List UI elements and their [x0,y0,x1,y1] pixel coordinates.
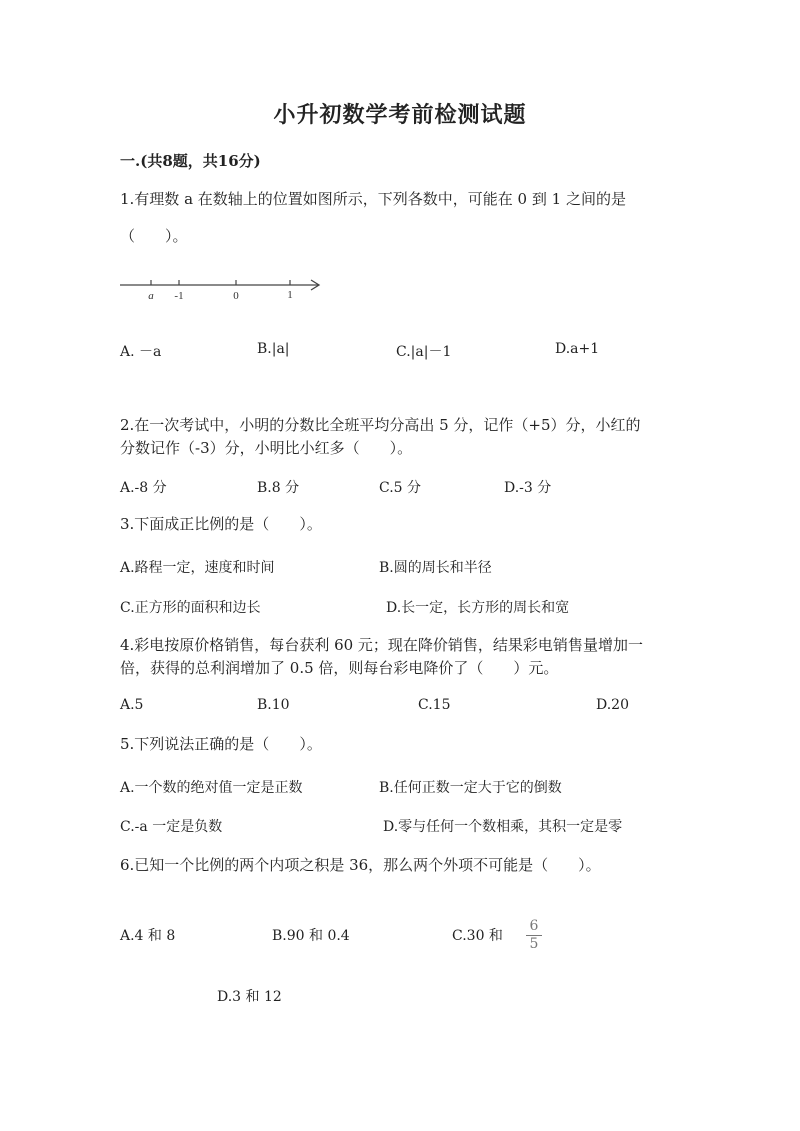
q6-option-a[interactable]: A.4 和 8 [120,928,176,944]
q5-option-c[interactable]: C.-a 一定是负数 [120,819,223,835]
q3-option-b[interactable]: B.圆的周长和半径 [379,560,492,576]
q5-option-b[interactable]: B.任何正数一定大于它的倒数 [379,780,562,796]
label-one: 1 [287,289,293,301]
q1-option-a[interactable]: A. －a [120,344,162,360]
label-minus1: -1 [174,290,184,302]
section-heading: 一.(共8题，共16分) [120,152,261,170]
q4-option-a[interactable]: A.5 [120,697,144,713]
q6-option-c-fraction [526,919,542,952]
q4-option-d[interactable]: D.20 [596,697,629,713]
q6-option-b[interactable]: B.90 和 0.4 [272,928,350,944]
q5-option-a[interactable]: A.一个数的绝对值一定是正数 [120,780,303,796]
q2-option-c[interactable]: C.5 分 [379,480,422,496]
fraction-numerator: 6 [529,918,539,934]
q6-option-d[interactable]: D.3 和 12 [217,989,282,1005]
q1-text-line2: （ ）。 [120,227,188,245]
q5-text: 5.下列说法正确的是（ ）。 [120,735,322,753]
q1-option-b[interactable]: B.|a| [257,341,290,357]
fraction-denominator: 5 [529,936,539,952]
q2-option-d[interactable]: D.-3 分 [504,480,552,496]
number-line-figure [115,272,330,307]
q2-option-b[interactable]: B.8 分 [257,480,300,496]
q1-option-d[interactable]: D.a+1 [555,341,600,357]
q1-text-line1: 1.有理数 a 在数轴上的位置如图所示，下列各数中，可能在 0 到 1 之间的是 [120,190,626,208]
q3-text: 3.下面成正比例的是（ ）。 [120,515,322,533]
q2-option-a[interactable]: A.-8 分 [120,480,167,496]
q3-option-a[interactable]: A.路程一定，速度和时间 [120,560,275,576]
page-title: 小升初数学考前检测试题 [273,102,527,128]
q4-option-b[interactable]: B.10 [257,697,290,713]
q3-option-d[interactable]: D.长一定，长方形的周长和宽 [386,600,570,616]
label-zero: 0 [233,290,239,302]
q1-option-c[interactable]: C.|a|－1 [396,344,452,360]
q6-text: 6.已知一个比例的两个内项之积是 36，那么两个外项不可能是（ ）。 [120,856,601,874]
label-a: a [148,290,154,302]
q5-option-d[interactable]: D.零与任何一个数相乘，其积一定是零 [383,819,623,835]
q4-text-line1: 4.彩电按原价格销售，每台获利 60 元；现在降价销售，结果彩电销售量增加一 [120,636,643,654]
q2-text-line2: 分数记作（-3）分，小明比小红多（ ）。 [120,439,413,457]
q6-option-c[interactable]: C.30 和 [452,928,503,944]
q4-option-c[interactable]: C.15 [418,697,451,713]
q3-option-c[interactable]: C.正方形的面积和边长 [120,600,261,616]
q2-text-line1: 2.在一次考试中，小明的分数比全班平均分高出 5 分，记作（+5）分，小红的 [120,416,641,434]
q4-text-line2: 倍，获得的总利润增加了 0.5 倍，则每台彩电降价了（ ）元。 [120,659,559,677]
